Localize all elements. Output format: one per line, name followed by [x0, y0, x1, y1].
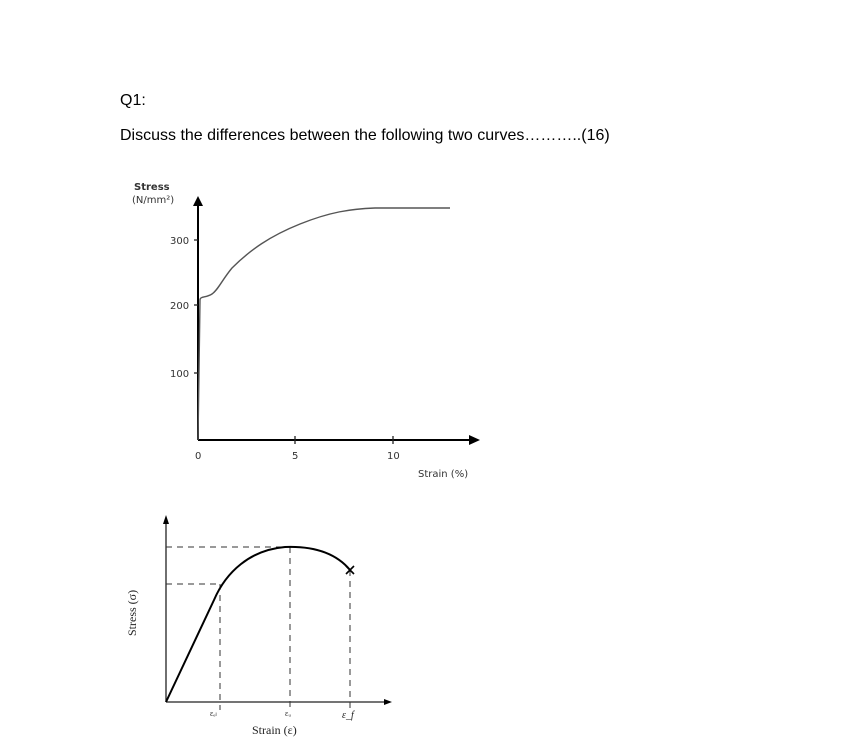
- chart2-y-arrow: [163, 515, 169, 524]
- chart2-curve: [166, 547, 350, 702]
- chart2-x-arrow: [384, 699, 392, 705]
- chart1-ytick-label-200: 200: [170, 301, 190, 312]
- chart1-x-arrow: [469, 435, 480, 445]
- chart1-ylabel-line1: Stress: [134, 182, 170, 193]
- chart1-y-arrow: [193, 196, 203, 206]
- chart1-curve: [198, 208, 450, 440]
- question-number: Q1:: [120, 92, 146, 109]
- chart1-ylabel-line2: (N/mm²): [132, 195, 175, 206]
- chart1-xtick-label-5: 5: [292, 451, 299, 462]
- chart-1: [132, 182, 480, 480]
- question-text: Discuss the differences between the following two curves………..(16): [120, 127, 610, 144]
- chart1-xlabel: Strain (%): [418, 469, 469, 480]
- chart2-xmark-eu: εᵤ: [285, 709, 291, 718]
- chart1-ytick-label-300: 300: [170, 236, 190, 247]
- chart2-xmark-ef: ε_f: [342, 710, 354, 721]
- chart1-ytick-label-100: 100: [170, 369, 190, 380]
- chart2-xmark-eel: εₑₗ: [210, 709, 217, 718]
- chart-2: [125, 515, 392, 737]
- chart2-xlabel: Strain (ε): [252, 723, 297, 737]
- chart1-xtick-label-10: 10: [387, 451, 400, 462]
- chart2-ylabel: Stress (σ): [125, 589, 139, 636]
- chart1-xtick-label-0: 0: [195, 451, 202, 462]
